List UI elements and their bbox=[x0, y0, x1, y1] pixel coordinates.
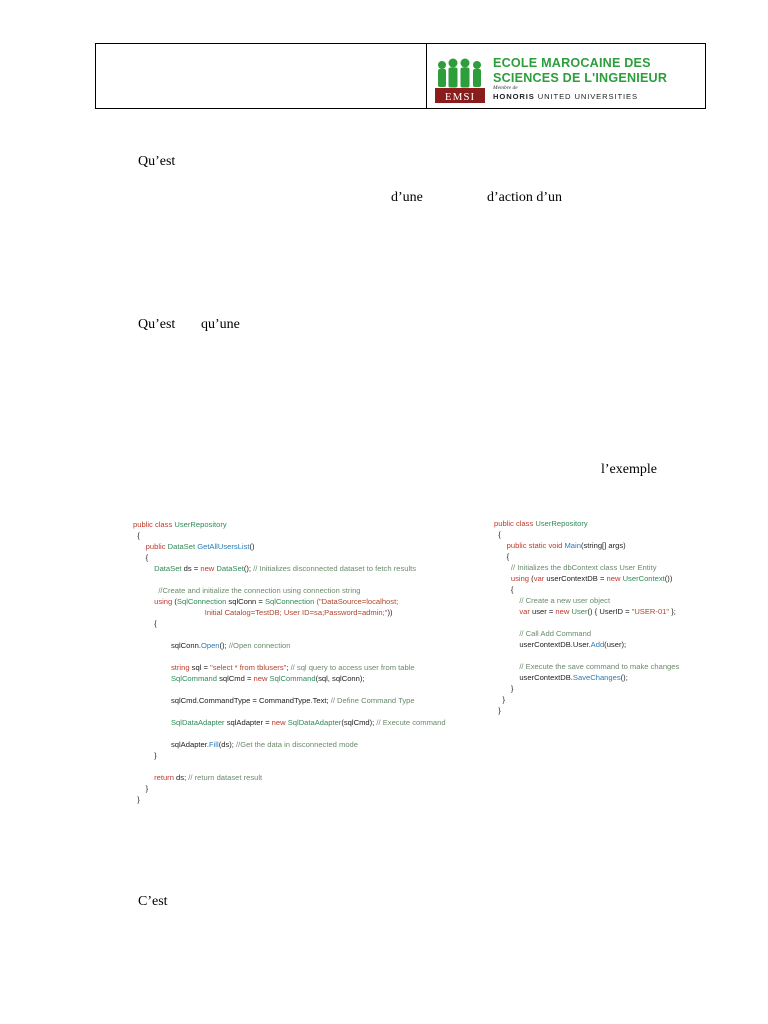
code-line bbox=[133, 618, 446, 629]
code-token: // sql query to access user from table bbox=[290, 663, 415, 672]
code-token: // Create a new user object bbox=[494, 596, 611, 605]
code-token: Add bbox=[590, 640, 605, 649]
code-token: (sqlCmd); bbox=[341, 718, 377, 727]
code-token: new bbox=[555, 607, 572, 616]
code-token: (); bbox=[620, 673, 628, 682]
code-token: ("DataSource=localhost; bbox=[316, 597, 399, 606]
code-token: SqlConnection bbox=[264, 597, 317, 606]
text-quune: qu’une bbox=[201, 317, 240, 332]
code-token: { bbox=[133, 531, 140, 540]
code-token: { bbox=[133, 619, 157, 628]
code-line bbox=[494, 672, 679, 683]
code-line bbox=[494, 562, 679, 573]
code-token: { bbox=[494, 552, 510, 561]
code-token: userContextDB. bbox=[494, 673, 573, 682]
code-line bbox=[133, 552, 446, 563]
code-token: GetAllUsersList bbox=[197, 542, 250, 551]
code-token: SqlCommand bbox=[269, 674, 316, 683]
code-line bbox=[133, 585, 446, 596]
code-line bbox=[133, 541, 446, 552]
text-quest-1: Qu’est bbox=[138, 154, 176, 169]
emsi-logo-text: EMSI bbox=[444, 91, 476, 103]
code-line bbox=[133, 772, 446, 783]
code-line bbox=[494, 650, 679, 661]
code-token: Fill bbox=[208, 740, 219, 749]
code-token: sqlCmd = bbox=[219, 674, 254, 683]
code-token: DataSet bbox=[216, 564, 244, 573]
code-token: SaveChanges bbox=[572, 673, 621, 682]
logo-honoris-rest: UNITED UNIVERSITIES bbox=[537, 92, 638, 101]
code-token: ()) bbox=[664, 574, 673, 583]
code-line bbox=[133, 739, 446, 750]
code-token: SqlDataAdapter bbox=[287, 718, 342, 727]
code-token: sqlAdapter = bbox=[226, 718, 272, 727]
code-line bbox=[494, 694, 679, 705]
code-token: () bbox=[249, 542, 255, 551]
code-token: } bbox=[494, 695, 505, 704]
text-lexemple: l’exemple bbox=[601, 462, 657, 477]
code-line bbox=[494, 705, 679, 716]
code-token: "USER-01" bbox=[631, 607, 670, 616]
code-token: UserContext bbox=[622, 574, 665, 583]
logo-title-line1: ECOLE MAROCAINE DES bbox=[493, 56, 651, 70]
code-token: (string[] args) bbox=[580, 541, 626, 550]
code-line bbox=[133, 794, 446, 805]
code-token: //Get the data in disconnected mode bbox=[236, 740, 359, 749]
code-line bbox=[494, 661, 679, 672]
code-token: (); bbox=[219, 641, 229, 650]
emsi-logo-icon bbox=[433, 58, 487, 104]
code-token: UserRepository bbox=[174, 520, 227, 529]
code-token: sql = bbox=[191, 663, 211, 672]
code-token: userContextDB = bbox=[546, 574, 607, 583]
code-token: ds; bbox=[176, 773, 189, 782]
code-token: sqlConn = bbox=[228, 597, 265, 606]
code-token: // Execute the save command to make changes bbox=[494, 662, 680, 671]
code-token: string bbox=[133, 663, 192, 672]
code-line bbox=[133, 651, 446, 662]
code-line bbox=[494, 573, 679, 584]
code-token: var bbox=[494, 607, 532, 616]
code-token: public class bbox=[494, 519, 536, 528]
code-token: DataSet bbox=[167, 542, 198, 551]
code-line bbox=[133, 574, 446, 585]
code-token: return bbox=[133, 773, 177, 782]
code-line bbox=[133, 662, 446, 673]
code-line bbox=[494, 584, 679, 595]
code-token: Main bbox=[564, 541, 581, 550]
code-line bbox=[133, 563, 446, 574]
code-token: // Initializes disconnected dataset to fetch results bbox=[253, 564, 417, 573]
code-token: // Define Command Type bbox=[330, 696, 415, 705]
code-line bbox=[494, 617, 679, 628]
code-token: new bbox=[606, 574, 623, 583]
code-line bbox=[133, 706, 446, 717]
code-line bbox=[133, 640, 446, 651]
code-token: var bbox=[533, 574, 547, 583]
code-token: ds = bbox=[183, 564, 201, 573]
code-token: SqlConnection bbox=[176, 597, 229, 606]
code-line bbox=[494, 529, 679, 540]
code-token: { bbox=[133, 553, 149, 562]
code-token: Initial Catalog=TestDB; User ID=sa;Password=admin;" bbox=[133, 608, 388, 617]
logo-honoris bbox=[493, 92, 638, 101]
code-line bbox=[133, 596, 446, 607]
code-line bbox=[133, 761, 446, 772]
code-token: DataSet bbox=[133, 564, 184, 573]
code-token: } bbox=[494, 684, 514, 693]
code-line bbox=[133, 629, 446, 640]
emsi-logo bbox=[431, 50, 701, 104]
code-line bbox=[133, 530, 446, 541]
text-cest: C’est bbox=[138, 894, 168, 909]
logo-title-line2: SCIENCES DE L'INGENIEUR bbox=[493, 71, 668, 85]
code-token: new bbox=[271, 718, 288, 727]
code-token: { bbox=[494, 585, 514, 594]
code-token: using bbox=[494, 574, 532, 583]
code-token: // return dataset result bbox=[188, 773, 263, 782]
code-token: public static void bbox=[494, 541, 565, 550]
code-line bbox=[133, 519, 446, 530]
code-token: userContextDB.User. bbox=[494, 640, 591, 649]
code-line bbox=[494, 628, 679, 639]
code-token: (sql, sqlConn); bbox=[315, 674, 365, 683]
code-token: ; bbox=[286, 663, 291, 672]
code-token: //Open connection bbox=[228, 641, 291, 650]
code-token: new bbox=[200, 564, 217, 573]
code-token: UserRepository bbox=[535, 519, 588, 528]
code-token: } bbox=[133, 784, 149, 793]
code-line bbox=[494, 518, 679, 529]
code-token: //Create and initialize the connection using connection string bbox=[133, 586, 361, 595]
code-line bbox=[494, 606, 679, 617]
code-line bbox=[494, 683, 679, 694]
code-token: (user); bbox=[604, 640, 627, 649]
code-line bbox=[133, 695, 446, 706]
code-token: } bbox=[133, 795, 140, 804]
code-token: ( bbox=[174, 597, 177, 606]
code-token: // Execute command bbox=[376, 718, 446, 727]
code-token: () { UserID = bbox=[587, 607, 632, 616]
code-line bbox=[133, 717, 446, 728]
code-token: sqlCmd.CommandType = CommandType.Text; bbox=[133, 696, 331, 705]
code-token: }; bbox=[669, 607, 676, 616]
document-header bbox=[95, 43, 706, 109]
code-token: // Initializes the dbContext class User Entity bbox=[494, 563, 657, 572]
code-token: sqlAdapter. bbox=[133, 740, 209, 749]
code-line bbox=[133, 728, 446, 739]
code-token: new bbox=[253, 674, 270, 683]
code-token: "select * from tblusers" bbox=[210, 663, 287, 672]
code-token: (ds); bbox=[218, 740, 236, 749]
text-daction: d’action d’un bbox=[487, 190, 563, 205]
text-quest-2: Qu’est bbox=[138, 317, 176, 332]
code-line bbox=[494, 639, 679, 650]
code-token: { bbox=[494, 530, 501, 539]
code-token: User bbox=[571, 607, 588, 616]
code-line bbox=[133, 684, 446, 695]
code-token: // Call Add Command bbox=[494, 629, 592, 638]
header-left-cell bbox=[96, 44, 427, 108]
code-token: public bbox=[133, 542, 168, 551]
code-token: } bbox=[133, 751, 157, 760]
code-token: SqlDataAdapter bbox=[133, 718, 227, 727]
code-line bbox=[494, 551, 679, 562]
code-token: public class bbox=[133, 520, 175, 529]
code-token: Open bbox=[200, 641, 220, 650]
code-line bbox=[133, 673, 446, 684]
text-dune: d’une bbox=[391, 190, 423, 205]
code-line bbox=[494, 540, 679, 551]
code-snippet-entity bbox=[494, 518, 679, 716]
code-token: user = bbox=[531, 607, 556, 616]
code-line bbox=[133, 783, 446, 794]
code-token: ( bbox=[531, 574, 534, 583]
code-line bbox=[133, 750, 446, 761]
code-token: (); bbox=[243, 564, 254, 573]
code-line bbox=[494, 595, 679, 606]
code-token: } bbox=[494, 706, 501, 715]
code-snippet-ado bbox=[133, 519, 446, 805]
code-line bbox=[133, 607, 446, 618]
logo-honoris-bold: HONORIS bbox=[493, 92, 535, 101]
code-token: SqlCommand bbox=[133, 674, 220, 683]
code-token: using bbox=[133, 597, 175, 606]
code-token: sqlConn. bbox=[133, 641, 201, 650]
code-token: )) bbox=[387, 608, 393, 617]
logo-membre: Membre de bbox=[493, 85, 518, 91]
